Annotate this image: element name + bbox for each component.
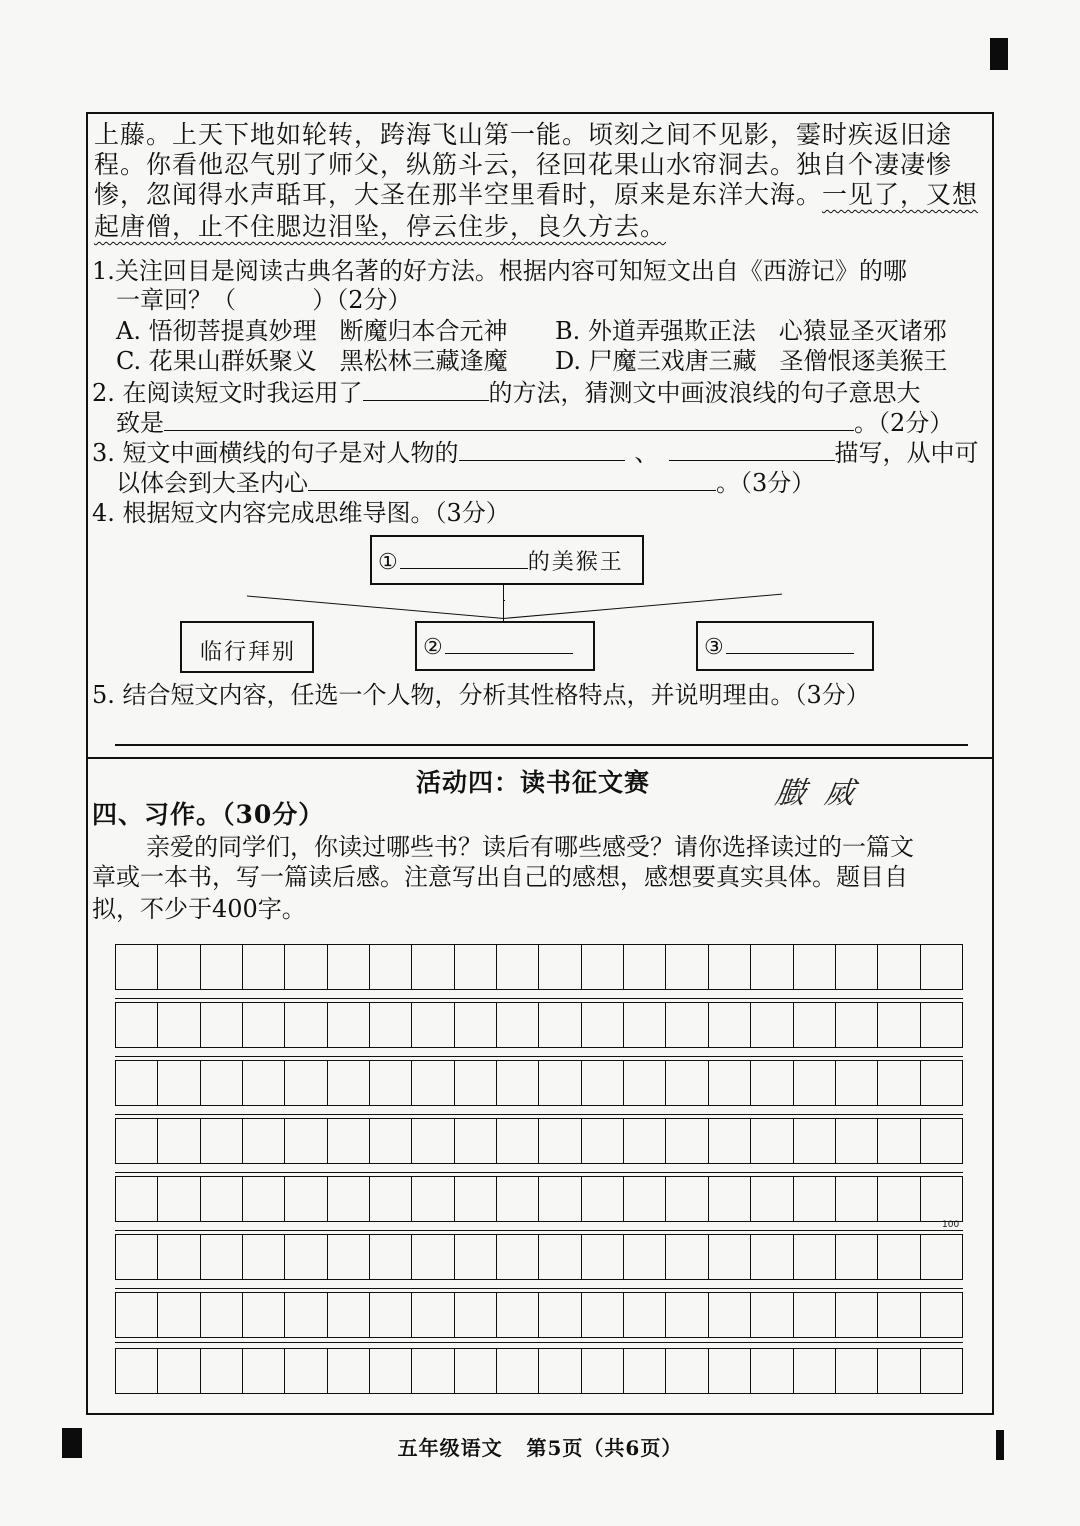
writing-grid-spacer bbox=[115, 998, 963, 999]
mindmap-node-left bbox=[180, 621, 314, 673]
question-1-option-c: C. 花果山群妖聚义 黑松林三藏逢魔 bbox=[116, 347, 508, 375]
question-3-text-c: 描写，从中可 bbox=[834, 439, 979, 467]
question-2-blank-method[interactable] bbox=[363, 378, 489, 401]
question-3-text-b: 、 bbox=[634, 439, 659, 467]
corner-mark-top-right bbox=[990, 38, 1008, 70]
writing-grid-row[interactable] bbox=[115, 1118, 963, 1164]
writing-grid-row[interactable] bbox=[115, 1292, 963, 1338]
section-divider bbox=[86, 757, 994, 759]
question-3-text-d: 以体会到大圣内心 bbox=[116, 469, 308, 497]
activity-title: 活动四：读书征文赛 bbox=[416, 768, 651, 797]
writing-grid-row[interactable] bbox=[115, 944, 963, 990]
question-2-line-2 bbox=[116, 408, 953, 438]
question-3-blank-1[interactable] bbox=[459, 438, 625, 461]
word-count-marker: 100 bbox=[942, 1220, 960, 1230]
question-3-blank-3[interactable] bbox=[308, 468, 716, 491]
writing-grid-spacer bbox=[115, 1230, 963, 1231]
question-3-text-a: 3. 短文中画横线的句子是对人物的 bbox=[92, 439, 459, 467]
mindmap-node-mid-number: ② bbox=[423, 635, 445, 660]
question-4: 4. 根据短文内容完成思维导图。（3分） bbox=[92, 499, 510, 527]
question-3-line-1 bbox=[92, 438, 979, 468]
question-1-option-b: B. 外道弄强欺正法 心猿显圣灭诸邪 bbox=[555, 317, 947, 345]
writing-grid-spacer bbox=[115, 1056, 963, 1057]
passage-line-2: 程。你看他忍气别了师父，纵筋斗云，径回花果山水帘洞去。独自个凄凄惨 bbox=[94, 150, 953, 179]
question-1-option-d: D. 尸魔三戏唐三藏 圣僧恨逐美猴王 bbox=[555, 347, 948, 375]
question-2-text-a: 2. 在阅读短文时我运用了 bbox=[92, 379, 363, 407]
question-1-option-a: A. 悟彻菩提真妙理 断魔归本合元神 bbox=[116, 317, 508, 345]
passage-line-3 bbox=[94, 180, 978, 210]
wavy-underlined-sentence: 一见了，又想 bbox=[822, 180, 979, 209]
handwritten-scribble: 臌 烕 bbox=[773, 776, 858, 811]
mindmap-root-suffix: 的美猴王 bbox=[527, 550, 624, 575]
writing-grid-row[interactable] bbox=[115, 1060, 963, 1106]
question-2-line-1 bbox=[92, 378, 921, 408]
question-5-answer-line[interactable] bbox=[115, 744, 968, 746]
question-5: 5. 结合短文内容，任选一个人物，分析其性格特点，并说明理由。（3分） bbox=[92, 681, 870, 709]
page-footer: 五年级语文 第5页（共6页） bbox=[397, 1436, 683, 1460]
question-1-line-2: 一章回？（ ）（2分） bbox=[116, 286, 412, 314]
writing-grid-row[interactable] bbox=[115, 1234, 963, 1280]
writing-grid-spacer bbox=[115, 1114, 963, 1115]
writing-grid-spacer bbox=[115, 1342, 963, 1343]
composition-section-heading: 四、习作。（30分） bbox=[92, 800, 325, 829]
passage-line-3-text: 惨，忽闻得水声聒耳，大圣在那半空里看时，原来是东洋大海。 bbox=[94, 180, 823, 209]
question-3-text-e: 。（3分） bbox=[716, 469, 816, 497]
writing-grid-spacer bbox=[115, 1288, 963, 1289]
composition-prompt-2: 章或一本书，写一篇读后感。注意写出自己的感想，感想要真实具体。题目自 bbox=[92, 863, 908, 891]
question-2-blank-meaning[interactable] bbox=[164, 408, 854, 431]
writing-grid-row[interactable] bbox=[115, 1348, 963, 1394]
writing-grid-spacer bbox=[115, 1172, 963, 1173]
mindmap-node-right bbox=[696, 621, 874, 671]
question-2-text-c: 致是 bbox=[116, 409, 164, 437]
composition-prompt-3: 拟，不少于400字。 bbox=[92, 895, 306, 923]
mindmap-node-mid bbox=[415, 621, 595, 671]
mindmap-node-mid-blank[interactable] bbox=[445, 631, 573, 654]
question-3-line-2 bbox=[116, 468, 815, 498]
mindmap-root-box bbox=[370, 535, 644, 585]
mindmap-node-left-label: 临行拜别 bbox=[200, 640, 297, 665]
passage-line-1: 上藤。上天下地如轮转，跨海飞山第一能。顷刻之间不见影，霎时疾返旧途 bbox=[94, 120, 953, 149]
question-2-text-d: 。（2分） bbox=[854, 409, 954, 437]
writing-grid-row[interactable] bbox=[115, 1176, 963, 1222]
mindmap-node-right-blank[interactable] bbox=[726, 631, 854, 654]
passage-line-4: 起唐僧，止不住腮边泪坠，停云住步，良久方去。 bbox=[94, 212, 667, 241]
mindmap-node-right-number: ③ bbox=[704, 635, 726, 660]
question-3-blank-2[interactable] bbox=[669, 438, 835, 461]
question-1-line-1: 1.关注回目是阅读古典名著的好方法。根据内容可知短文出自《西游记》的哪 bbox=[92, 257, 907, 285]
writing-grid-row[interactable] bbox=[115, 1002, 963, 1048]
mindmap-root-blank[interactable] bbox=[400, 546, 528, 569]
composition-prompt-1: 亲爱的同学们，你读过哪些书？读后有哪些感受？请你选择读过的一篇文 bbox=[146, 833, 914, 861]
mindmap-root-number: ① bbox=[378, 550, 400, 575]
question-2-text-b: 的方法，猜测文中画波浪线的句子意思大 bbox=[488, 379, 921, 407]
